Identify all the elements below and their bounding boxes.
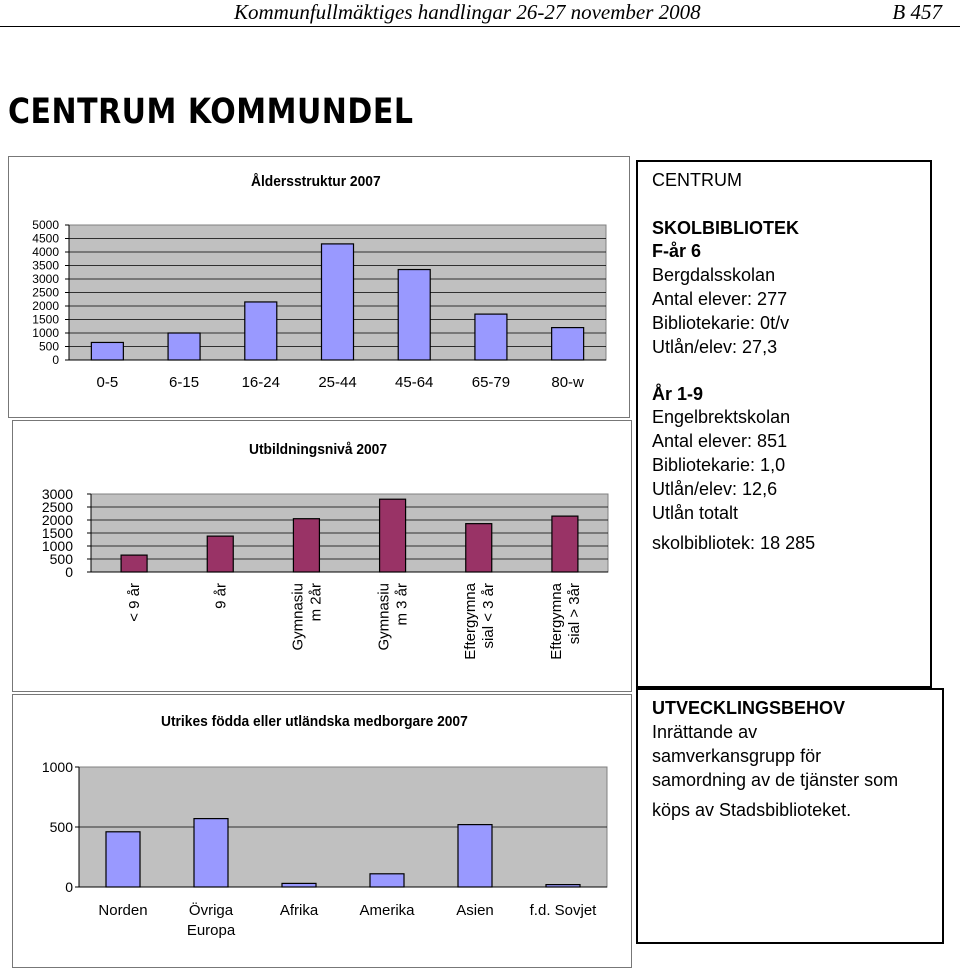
- development-needs-line-3: samordning av de tjänster som: [652, 770, 899, 790]
- y-tick-label: 1500: [32, 312, 59, 327]
- x-category-label: m 2år: [307, 583, 325, 622]
- y-tick-label: 500: [49, 550, 73, 567]
- education-chart: [12, 420, 632, 692]
- y-tick-label: 2500: [32, 285, 59, 300]
- school-1-students: Antal elever: 277: [652, 289, 788, 309]
- x-category-label: Norden: [98, 902, 148, 919]
- school-2-loans: Utlån/elev: 12,6: [652, 479, 778, 499]
- x-category-label: m 3 år: [393, 583, 411, 626]
- header-title: Kommunfullmäktiges handlingar 26-27 november 2008: [234, 0, 701, 24]
- bar: [106, 832, 140, 887]
- bar: [552, 328, 584, 360]
- y-tick-label: 2000: [41, 511, 73, 528]
- ar-1-9-heading: År 1-9: [652, 384, 704, 404]
- x-category-label: Gymnasiu: [375, 583, 393, 651]
- foreign-born-chart: [12, 694, 632, 968]
- x-category-label: 25-44: [318, 374, 357, 391]
- y-tick-label: 2500: [41, 498, 73, 515]
- school-2-name: Engelbrektskolan: [652, 407, 791, 427]
- x-category-label: f.d. Sovjet: [529, 902, 597, 919]
- header-page-number: B 457: [892, 0, 942, 24]
- school-1-loans: Utlån/elev: 27,3: [652, 337, 778, 357]
- y-tick-label: 3000: [32, 272, 59, 287]
- development-needs-heading: UTVECKLINGSBEHOV: [652, 698, 846, 718]
- centrum-info-box: [636, 160, 932, 688]
- development-needs-line-4: köps av Stadsbiblioteket.: [652, 800, 852, 820]
- age-chart-plot: [9, 157, 629, 417]
- y-tick-label: 3000: [41, 485, 73, 502]
- x-category-label: 16-24: [241, 374, 280, 391]
- x-category-label: Asien: [456, 902, 494, 919]
- bar: [194, 819, 228, 887]
- x-category-label: Eftergymna: [547, 583, 565, 660]
- x-category-label: Övriga: [188, 902, 234, 919]
- x-category-label: < 9 år: [126, 583, 144, 622]
- y-tick-label: 500: [49, 818, 73, 835]
- bar: [552, 516, 578, 572]
- bar: [458, 825, 492, 887]
- y-tick-label: 4000: [32, 245, 59, 260]
- bar: [380, 499, 406, 572]
- x-category-label: 9 år: [212, 583, 230, 609]
- x-category-label: 0-5: [96, 374, 119, 391]
- x-category-label: Eftergymna: [461, 583, 479, 660]
- age-chart-title: Åldersstruktur 2007: [251, 173, 381, 190]
- foreign-born-chart-plot: [13, 695, 631, 967]
- x-category-label: 65-79: [471, 374, 511, 391]
- bar: [293, 519, 319, 572]
- total-loans-label: Utlån totalt: [652, 503, 739, 523]
- f-ar-6-heading: F-år 6: [652, 241, 702, 261]
- y-tick-label: 500: [38, 339, 59, 354]
- foreign-born-chart-title: Utrikes födda eller utländska medborgare 2007: [161, 713, 468, 730]
- bar: [207, 536, 233, 572]
- x-category-label: Europa: [186, 922, 236, 939]
- bar: [370, 874, 404, 887]
- y-tick-label: 1500: [41, 524, 73, 541]
- bar: [91, 342, 123, 360]
- bar: [322, 244, 354, 360]
- bar: [466, 524, 492, 572]
- document-header: [0, 0, 960, 27]
- y-tick-label: 0: [65, 563, 73, 580]
- skolbibliotek-heading: SKOLBIBLIOTEK: [652, 218, 799, 238]
- y-tick-label: 0: [52, 353, 59, 368]
- x-category-label: Amerika: [359, 902, 415, 919]
- y-tick-label: 5000: [32, 218, 59, 233]
- x-category-label: sial < 3 år: [479, 583, 497, 649]
- y-tick-label: 3500: [32, 258, 59, 273]
- school-2-students: Antal elever: 851: [652, 431, 788, 451]
- x-category-label: Gymnasiu: [289, 583, 307, 651]
- bar: [282, 883, 316, 887]
- y-tick-label: 0: [65, 878, 73, 895]
- y-tick-label: 4500: [32, 231, 59, 246]
- bar: [398, 270, 430, 360]
- y-tick-label: 1000: [41, 758, 73, 775]
- x-category-label: 45-64: [395, 374, 434, 391]
- school-1-name: Bergdalsskolan: [652, 265, 776, 285]
- education-chart-title: Utbildningsnivå 2007: [249, 441, 388, 458]
- bar: [475, 314, 507, 360]
- total-loans-value: skolbibliotek: 18 285: [652, 533, 816, 553]
- development-needs-line-1: Inrättande av: [652, 722, 758, 742]
- school-1-librarian: Bibliotekarie: 0t/v: [652, 313, 790, 333]
- y-tick-label: 2000: [32, 299, 59, 314]
- bar: [245, 302, 277, 360]
- bar: [168, 333, 200, 360]
- bar: [121, 555, 147, 572]
- school-2-librarian: Bibliotekarie: 1,0: [652, 455, 786, 475]
- x-category-label: 80-w: [551, 374, 584, 391]
- x-category-label: Afrika: [279, 902, 319, 919]
- centrum-heading: CENTRUM: [652, 170, 742, 190]
- x-category-label: 6-15: [169, 374, 200, 391]
- education-chart-plot: [13, 421, 631, 691]
- development-needs-box: [636, 688, 944, 944]
- age-structure-chart: [8, 156, 630, 418]
- bar: [546, 885, 580, 887]
- development-needs-line-2: samverkansgrupp för: [652, 746, 822, 766]
- page-title: CENTRUM KOMMUNDEL: [8, 92, 414, 133]
- y-tick-label: 1000: [41, 537, 73, 554]
- x-category-label: sial > 3år: [565, 583, 583, 645]
- y-tick-label: 1000: [32, 326, 59, 341]
